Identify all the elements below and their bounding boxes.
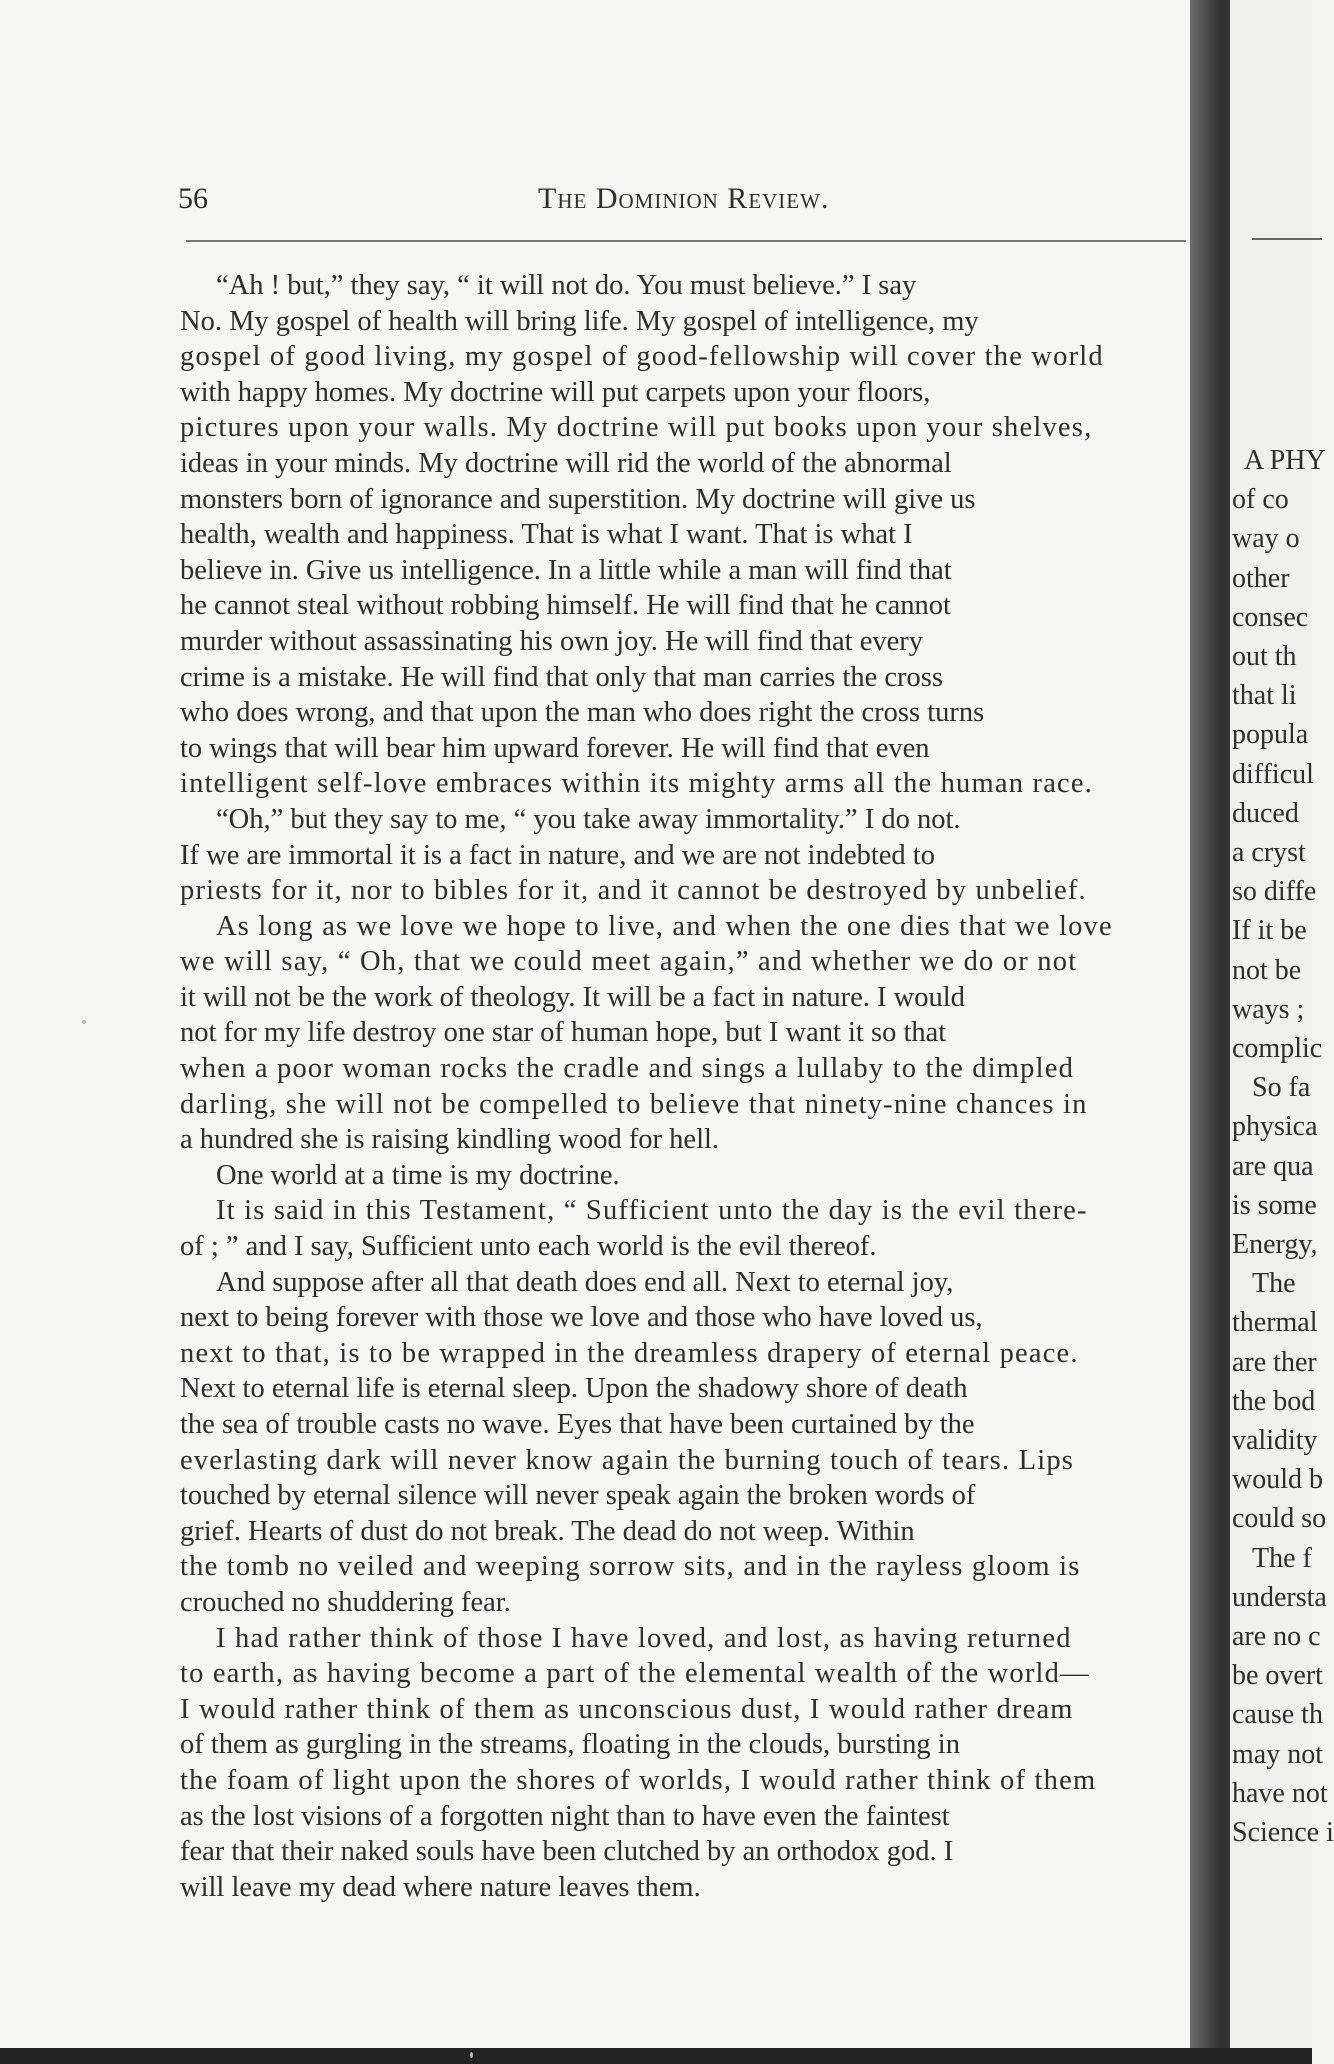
text-line: “Ah ! but,” they say, “ it will not do. You must believe.” I say xyxy=(216,270,917,301)
right-page-line: that li xyxy=(1232,680,1297,712)
text-line: monsters born of ignorance and superstition. My doctrine will give us xyxy=(180,483,976,515)
text-line: As long as we love we hope to live, and when the one dies that we love xyxy=(216,910,1113,942)
right-page-line: of co xyxy=(1232,484,1289,516)
text-line: everlasting dark will never know again the burning touch of tears. Lips xyxy=(180,1444,1075,1476)
text-line: with happy homes. My doctrine will put carpets upon your floors, xyxy=(180,376,931,408)
text-line: murder without assassinating his own joy. He will find that every xyxy=(180,625,923,657)
right-page-line: The f xyxy=(1252,1542,1312,1574)
text-line: next to that, is to be wrapped in the dreamless drapery of eternal peace. xyxy=(180,1337,1079,1369)
text-line: It is said in this Testament, “ Sufficient unto the day is the evil there- xyxy=(216,1195,1088,1227)
text-line: we will say, “ Oh, that we could meet again,” and whether we do or not xyxy=(180,946,1078,978)
right-page-line: complic xyxy=(1232,1033,1323,1064)
text-line: And suppose after all that death does end all. Next to eternal joy, xyxy=(216,1266,954,1298)
right-page-line: way o xyxy=(1232,523,1300,555)
right-page-line: difficul xyxy=(1232,758,1314,790)
text-line: crouched no shuddering fear. xyxy=(180,1586,511,1618)
right-page-line: is some xyxy=(1232,1189,1317,1221)
right-page-line: A PHY xyxy=(1244,445,1326,476)
header-rule xyxy=(186,240,1186,242)
right-page-line: a cryst xyxy=(1232,837,1306,868)
right-page-line: be overt xyxy=(1232,1660,1323,1692)
right-page-line: may not xyxy=(1232,1738,1323,1770)
text-line: crime is a mistake. He will find that only that man carries the cross xyxy=(180,661,943,693)
scan-bottom-edge xyxy=(0,2048,1312,2064)
right-page-line: physica xyxy=(1232,1111,1318,1143)
text-line: as the lost visions of a forgotten night than to have even the faintest xyxy=(180,1800,950,1832)
page-header xyxy=(178,182,1188,226)
text-line: next to being forever with those we love and those who have loved us, xyxy=(180,1302,983,1334)
text-line: the tomb no veiled and weeping sorrow sits, and in the rayless gloom is xyxy=(180,1551,1081,1583)
text-line: One world at a time is my doctrine. xyxy=(216,1159,620,1191)
right-page-line: understa xyxy=(1232,1581,1327,1613)
text-line: “Oh,” but they say to me, “ you take away immortality.” I do not. xyxy=(216,803,961,835)
scan-speck xyxy=(82,1020,86,1024)
body-text xyxy=(180,268,1200,1938)
right-page-line: out th xyxy=(1232,641,1297,672)
text-line: the foam of light upon the shores of worlds, I would rather think of them xyxy=(180,1764,1097,1796)
text-line: pictures upon your walls. My doctrine will put books upon your shelves, xyxy=(180,412,1093,444)
text-line: intelligent self-love embraces within its mighty arms all the human race. xyxy=(180,768,1094,800)
text-line: fear that their naked souls have been clutched by an orthodox god. I xyxy=(180,1836,954,1868)
right-page-line: cause th xyxy=(1232,1699,1323,1731)
text-line: If we are immortal it is a fact in nature, and we are not indebted to xyxy=(180,839,935,871)
text-line: not for my life destroy one star of human hope, but I want it so that xyxy=(180,1017,947,1049)
right-page-line: popula xyxy=(1232,719,1309,751)
text-line: who does wrong, and that upon the man who does right the cross turns xyxy=(180,697,985,729)
text-line: when a poor woman rocks the cradle and sings a lullaby to the dimpled xyxy=(180,1053,1075,1085)
text-line: I had rather think of those I have loved, and lost, as having returned xyxy=(216,1622,1072,1654)
right-header-rule xyxy=(1252,238,1322,240)
right-page-line: duced xyxy=(1232,797,1299,829)
right-page-line: are ther xyxy=(1232,1346,1317,1378)
text-line: Next to eternal life is eternal sleep. Upon the shadowy shore of death xyxy=(180,1373,968,1405)
text-line: No. My gospel of health will bring life. My gospel of intelligence, my xyxy=(180,305,979,337)
text-line: the sea of trouble casts no wave. Eyes that have been curtained by the xyxy=(180,1409,975,1440)
text-line: of them as gurgling in the streams, floating in the clouds, bursting in xyxy=(180,1729,960,1761)
text-line: gospel of good living, my gospel of good-fellowship will cover the world xyxy=(180,341,1104,373)
text-line: of ; ” and I say, Sufficient unto each world is the evil thereof. xyxy=(180,1231,877,1263)
right-page-line: have not xyxy=(1232,1777,1328,1809)
right-page-line: the bod xyxy=(1232,1385,1316,1417)
right-page-line: would b xyxy=(1232,1464,1323,1496)
text-line: to wings that will bear him upward forever. He will find that even xyxy=(180,732,930,764)
text-line: will leave my dead where nature leaves them. xyxy=(180,1871,701,1903)
right-page-line: So fa xyxy=(1252,1072,1311,1104)
text-line: believe in. Give us intelligence. In a little while a man will find that xyxy=(180,554,952,586)
right-page-line: not be xyxy=(1232,954,1302,986)
running-title: The Dominion Review. xyxy=(538,182,830,215)
right-page-line: are no c xyxy=(1232,1621,1321,1652)
right-page-fragment xyxy=(1230,0,1334,2064)
right-page-line: so diffe xyxy=(1232,876,1317,908)
text-line: grief. Hearts of dust do not break. The dead do not weep. Within xyxy=(180,1515,915,1547)
text-line: priests for it, nor to bibles for it, and it cannot be destroyed by unbelief. xyxy=(180,875,1087,907)
text-line: touched by eternal silence will never speak again the broken words of xyxy=(180,1480,976,1512)
right-page-line: The xyxy=(1252,1268,1296,1300)
right-page-line: thermal xyxy=(1232,1307,1318,1339)
text-line: it will not be the work of theology. It will be a fact in nature. I would xyxy=(180,981,965,1013)
right-page-line: Science i xyxy=(1232,1817,1334,1848)
right-page-line: validity xyxy=(1232,1425,1318,1456)
right-page-line: are qua xyxy=(1232,1150,1314,1182)
right-page-line: ways ; xyxy=(1232,993,1305,1025)
page-number: 56 xyxy=(178,182,208,215)
text-line: ideas in your minds. My doctrine will rid the world of the abnormal xyxy=(180,447,952,479)
text-line: I would rather think of them as unconscious dust, I would rather dream xyxy=(180,1693,1074,1725)
text-line: to earth, as having become a part of the elemental wealth of the world— xyxy=(180,1658,1090,1690)
right-page-line: If it be xyxy=(1232,915,1307,947)
text-line: darling, she will not be compelled to believe that ninety-nine chances in xyxy=(180,1088,1088,1120)
right-page-line: could so xyxy=(1232,1503,1327,1535)
text-line: health, wealth and happiness. That is what I want. That is what I xyxy=(180,519,913,551)
text-line: he cannot steal without robbing himself. He will find that he cannot xyxy=(180,590,951,622)
text-line: a hundred she is raising kindling wood for hell. xyxy=(180,1124,720,1156)
scan-speck xyxy=(470,2052,473,2058)
right-page-line: Energy, xyxy=(1232,1229,1318,1260)
right-page-line: other xyxy=(1232,562,1290,594)
right-page-line: consec xyxy=(1232,601,1309,633)
